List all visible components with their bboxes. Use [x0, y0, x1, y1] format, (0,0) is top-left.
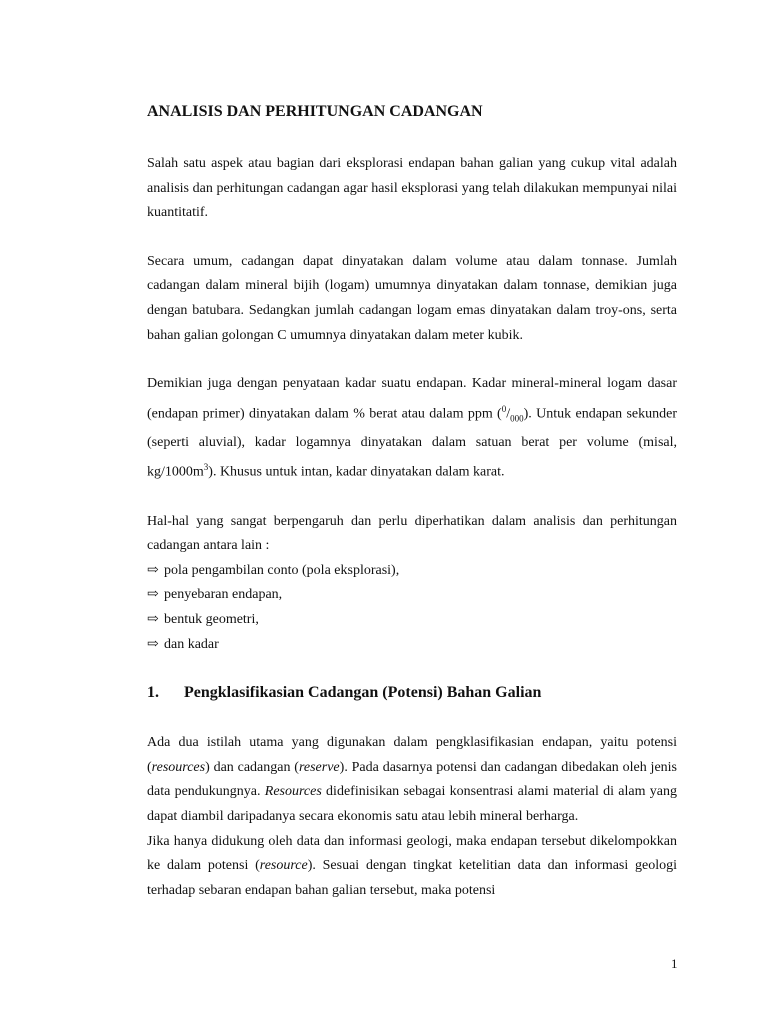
- paragraph-units: Secara umum, cadangan dapat dinyatakan dalam volume atau dalam tonnase. Jumlah cadangan dalam mineral bijih (logam) umumnya dinyatakan dalam tonnase, demikian juga dengan batubara. Sedangkan jumlah cadangan logam emas dinyatakan dalam troy-ons, serta bahan galian golongan C umumnya dinyatakan dalam meter kubik.: [147, 253, 677, 343]
- list-item: ⇨ penyebaran endapan,: [147, 583, 677, 608]
- list-item: ⇨ pola pengambilan conto (pola eksplorasi),: [147, 559, 677, 584]
- page-content: [147, 100, 677, 903]
- section-heading: [147, 681, 677, 705]
- paragraph-grade: Demikian juga dengan penyataan kadar suatu endapan. Kadar mineral-mineral logam dasar (endapan primer) dinyatakan dalam % berat atau dalam ppm $(^0/_{000})$. Untuk endapan sekunder (seperti aluvial), kadar logamnya dinyatakan dalam satuan berat per volume (misal, $kg/1000m^3$). Khusus untuk intan, kadar dinyatakan dalam karat.: [147, 376, 677, 481]
- factor-list: [147, 559, 677, 657]
- paragraph-classification: Ada dua istilah utama yang digunakan dalam pengklasifikasian endapan, yaitu potensi (resources) dan cadangan (reserve). Pada dasarnya potensi dan cadangan dibedakan oleh jenis data pendukungnya. Resources didefinisikan sebagai konsentrasi alami material di alam yang dapat diambil daripadanya secara ekonomis satu atau lebih mineral berharga.: [147, 735, 677, 824]
- arrow-right-icon: ⇨: [147, 612, 159, 628]
- page-number: 1: [671, 956, 678, 971]
- section-number: 1.: [147, 684, 159, 702]
- section-title: Pengklasifikasian Cadangan (Potensi) Bahan Galian: [184, 684, 542, 702]
- arrow-right-icon: ⇨: [147, 562, 159, 578]
- paragraph-intro: Salah satu aspek atau bagian dari eksplorasi endapan bahan galian yang cukup vital adalah analisis dan perhitungan cadangan agar hasil eksplorasi yang telah dilakukan mempunyai nilai kuantitatif.: [147, 156, 677, 221]
- list-item: ⇨ bentuk geometri,: [147, 608, 677, 633]
- list-item: ⇨ dan kadar: [147, 633, 677, 658]
- paragraph-factors: Hal-hal yang sangat berpengaruh dan perlu diperhatikan dalam analisis dan perhitungan cadangan antara lain :: [147, 513, 677, 554]
- arrow-right-icon: ⇨: [147, 636, 159, 652]
- arrow-right-icon: ⇨: [147, 587, 159, 603]
- document-title: ANALISIS DAN PERHITUNGAN CADANGAN: [147, 103, 483, 120]
- paragraph-geology: Jika hanya didukung oleh data dan informasi geologi, maka endapan tersebut dikelompokkan ke dalam potensi (resource). Sesuai dengan tingkat ketelitian data dan informasi geologi terhadap sebaran endapan bahan galian tersebut, maka potensi: [147, 833, 678, 898]
